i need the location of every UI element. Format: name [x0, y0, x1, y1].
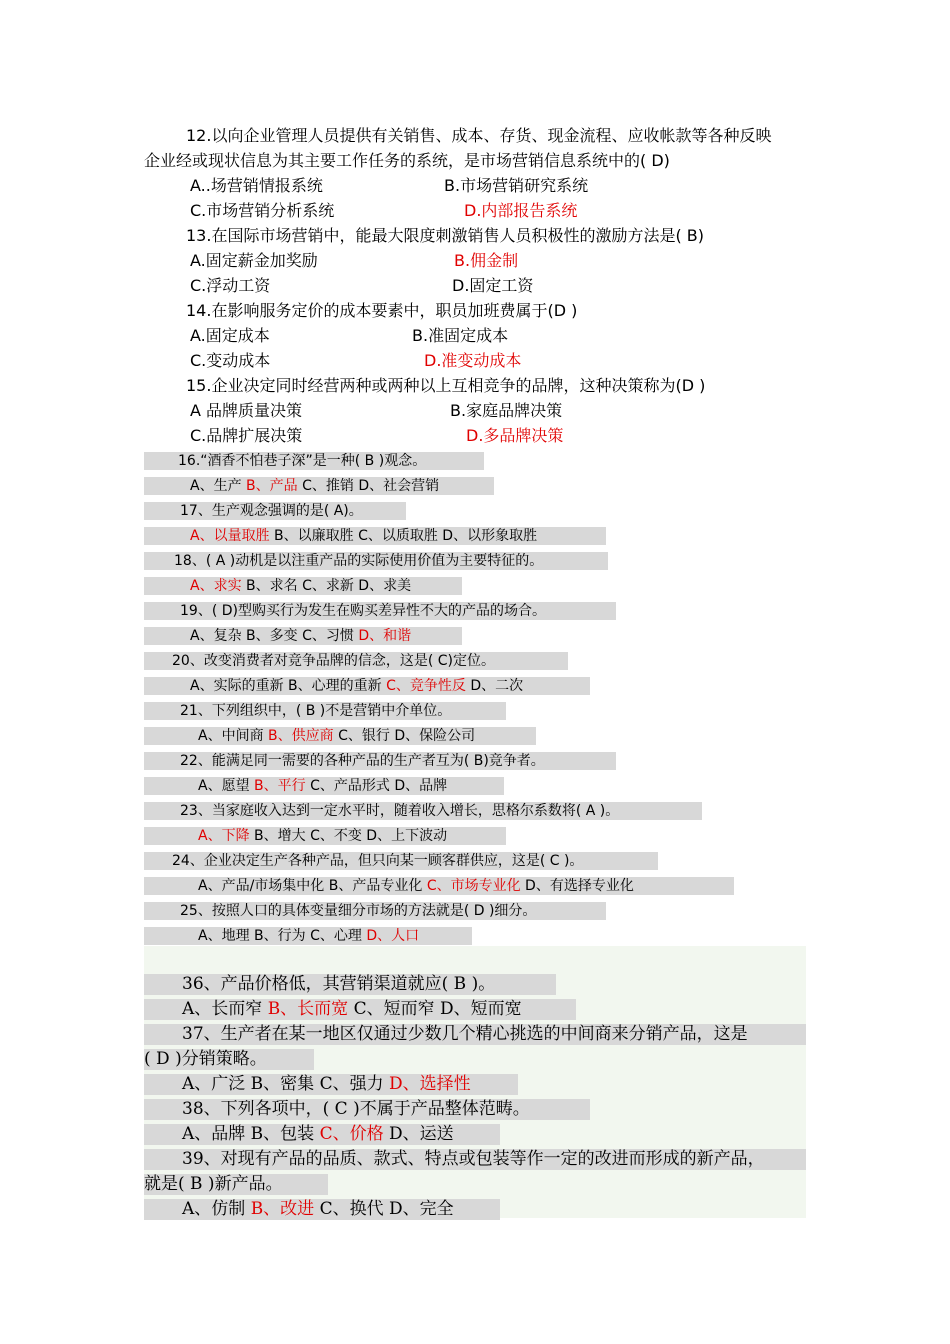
- answer-line: A、求实 B、求名 C、求新 D、求美: [190, 578, 412, 594]
- answer-option: C.浮动工资: [190, 276, 271, 295]
- correct-answer-option: D.准变动成本: [424, 351, 522, 370]
- answer-line: A、复杂 B、多变 C、习惯 D、和谐: [190, 628, 412, 644]
- question-text: 16.“酒香不怕巷子深”是一种( B )观念。: [178, 453, 427, 469]
- correct-answer: C、竞争性反: [386, 678, 466, 694]
- question-text: 17、生产观念强调的是( A)。: [180, 503, 363, 519]
- correct-answer: B、产品: [246, 478, 298, 494]
- question-text: 12.以向企业管理人员提供有关销售、成本、存货、现金流程、应收帐款等各种反映: [186, 126, 772, 145]
- correct-answer: A、求实: [190, 578, 242, 594]
- answer-line: A、下降 B、增大 C、不变 D、上下波动: [198, 828, 448, 844]
- answer-option: A 品牌质量决策: [190, 401, 303, 420]
- answer-line: A、愿望 B、平行 C、产品形式 D、品牌: [198, 778, 448, 794]
- question-text: ( D )分销策略。: [144, 1049, 267, 1069]
- answer-line: A、产品/市场集中化 B、产品专业化 C、市场专业化 D、有选择专业化: [198, 878, 634, 894]
- question-text: 就是( B )新产品。: [144, 1174, 283, 1194]
- question-text: 15.企业决定同时经营两种或两种以上互相竞争的品牌，这种决策称为(D ): [186, 376, 706, 395]
- correct-answer: A、下降: [198, 828, 250, 844]
- answer-line: A、生产 B、产品 C、推销 D、社会营销: [190, 478, 440, 494]
- answer-line: A、广泛 B、密集 C、强力 D、选择性: [182, 1074, 471, 1094]
- correct-answer: B、平行: [254, 778, 306, 794]
- question-text: 20、改变消费者对竞争品牌的信念，这是( C)定位。: [172, 653, 495, 669]
- answer-option: A.固定成本: [190, 326, 270, 345]
- question-text: 38、下列各项中，( C )不属于产品整体范畴。: [182, 1099, 530, 1119]
- answer-line: A、品牌 B、包装 C、价格 D、运送: [182, 1124, 454, 1144]
- correct-answer: D、选择性: [389, 1074, 471, 1094]
- answer-option: C.变动成本: [190, 351, 271, 370]
- answer-option: A..场营销情报系统: [190, 176, 323, 195]
- correct-answer: B、供应商: [268, 728, 334, 744]
- answer-line: A、实际的重新 B、心理的重新 C、竞争性反 D、二次: [190, 678, 524, 694]
- question-text: 21、下列组织中，( B )不是营销中介单位。: [180, 703, 452, 719]
- correct-answer: B、改进: [250, 1199, 315, 1219]
- question-text: 25、按照人口的具体变量细分市场的方法就是( D )细分。: [180, 903, 537, 919]
- question-text: 企业经或现状信息为其主要工作任务的系统，是市场营销信息系统中的( D): [144, 151, 670, 170]
- answer-option: D.固定工资: [452, 276, 534, 295]
- correct-answer-option: D.内部报告系统: [464, 201, 578, 220]
- answer-option: B.家庭品牌决策: [450, 401, 563, 420]
- answer-line: A、仿制 B、改进 C、换代 D、完全: [182, 1199, 454, 1219]
- question-text: 37、生产者在某一地区仅通过少数几个精心挑选的中间商来分销产品，这是: [182, 1024, 748, 1044]
- correct-answer: C、市场专业化: [426, 878, 521, 894]
- correct-answer: D、和谐: [358, 628, 412, 644]
- correct-answer: A、以量取胜: [190, 528, 270, 544]
- question-text: 19、( D)型购买行为发生在购买差异性不大的产品的场合。: [180, 603, 546, 619]
- question-text: 23、当家庭收入达到一定水平时，随着收入增长，思格尔系数将( A )。: [180, 803, 620, 819]
- question-text: 36、产品价格低，其营销渠道就应( B )。: [182, 974, 496, 994]
- question-text: 24、企业决定生产各种产品，但只向某一顾客群供应，这是( C )。: [172, 853, 584, 869]
- answer-option: C.品牌扩展决策: [190, 426, 303, 445]
- answer-line: A、中间商 B、供应商 C、银行 D、保险公司: [198, 728, 476, 744]
- question-text: 14.在影响服务定价的成本要素中，职员加班费属于(D ): [186, 301, 578, 320]
- correct-answer-option: B.佣金制: [454, 251, 519, 270]
- question-text: 18、( A )动机是以注重产品的实际使用价值为主要特征的。: [174, 553, 544, 569]
- answer-option: A.固定薪金加奖励: [190, 251, 318, 270]
- answer-option: B.准固定成本: [412, 326, 509, 345]
- answer-option: C.市场营销分析系统: [190, 201, 335, 220]
- correct-answer: B、长而宽: [267, 999, 349, 1019]
- question-text: 13.在国际市场营销中，能最大限度刺激销售人员积极性的激励方法是( B): [186, 226, 704, 245]
- question-text: 39、对现有产品的品质、款式、特点或包装等作一定的改进而形成的新产品，: [182, 1149, 765, 1169]
- correct-answer-option: D.多品牌决策: [466, 426, 564, 445]
- correct-answer: D、人口: [366, 928, 420, 944]
- correct-answer: C、价格: [319, 1124, 384, 1144]
- answer-line: A、长而窄 B、长而宽 C、短而窄 D、短而宽: [182, 999, 522, 1019]
- answer-option: B.市场营销研究系统: [444, 176, 589, 195]
- answer-line: A、以量取胜 B、以廉取胜 C、以质取胜 D、以形象取胜: [190, 528, 538, 544]
- question-text: 22、能满足同一需要的各种产品的生产者互为( B)竞争者。: [180, 753, 545, 769]
- answer-line: A、地理 B、行为 C、心理 D、人口: [198, 928, 420, 944]
